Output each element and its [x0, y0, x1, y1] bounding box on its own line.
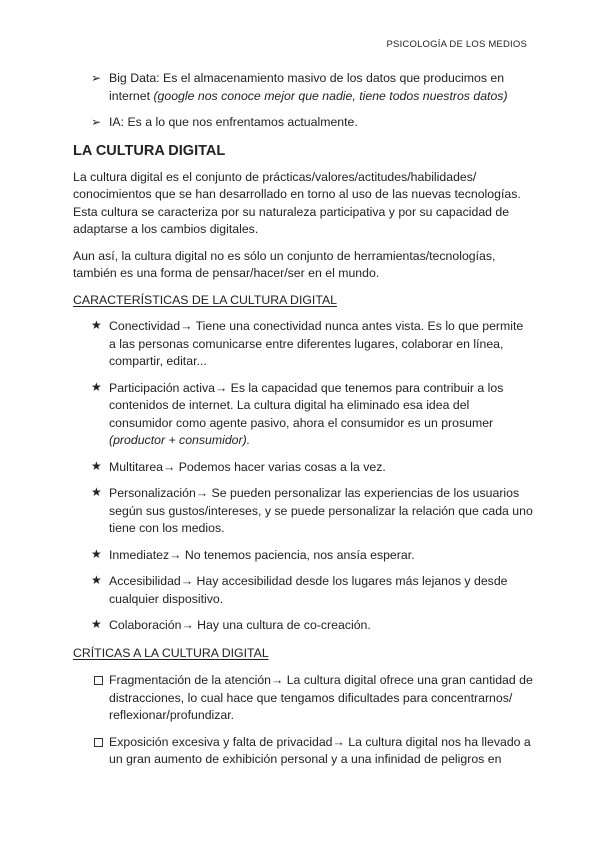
list-item-text: Exposición excesiva y falta de privacidad→ La cultura digital nos ha llevado a un gran aumento de exhibición personal y a una infinidad de peligros en — [109, 734, 531, 766]
list-item — [73, 617, 533, 635]
star-bullet-icon: ★ — [91, 458, 102, 473]
list-item-note: (google nos conoce mejor que nadie, tiene todos nuestros datos) — [153, 88, 508, 103]
list-item — [73, 485, 533, 538]
arrowhead-bullet-icon: ➢ — [91, 71, 102, 85]
subsection-heading-criticas: CRÍTICAS A LA CULTURA DIGITAL — [73, 645, 269, 660]
list-item-text: Personalización→ Se pueden personalizar las experiencias de los usuarios según sus gustos/intereses, y se puede personalizar la relación que cada uno tiene con los medios. — [109, 486, 533, 535]
list-item — [73, 734, 533, 769]
list-item-text: Inmediatez→ No tenemos paciencia, nos ansía esperar. — [109, 547, 415, 562]
list-item-text: Big Data: Es el almacenamiento masivo de los datos que producimos en internet — [109, 71, 505, 103]
list-item — [73, 573, 533, 608]
checkbox-bullet-icon — [94, 738, 103, 747]
checkbox-bullet-icon — [94, 676, 103, 685]
paragraph: La cultura digital es el conjunto de prácticas/valores/actitudes/habilidades/ conocimientos que se han desarrollado en torno al uso de las nuevas tecnologías. Esta cultura se caracteriza por su naturaleza participativa y por su capacidad de adaptarse a los cambios digitales. — [73, 169, 521, 236]
list-item-text: Accesibilidad→ Hay accesibilidad desde los lugares más lejanos y desde cualquier dispositivo. — [109, 574, 508, 606]
page-content — [73, 70, 533, 769]
list-item-big-data — [73, 70, 533, 105]
list-item-ia — [73, 114, 533, 132]
paragraph: Aun así, la cultura digital no es sólo un conjunto de herramientas/tecnologías, también es una forma de pensar/hacer/ser en el mundo. — [73, 248, 496, 280]
section-title: LA CULTURA DIGITAL — [73, 142, 226, 159]
star-bullet-icon: ★ — [91, 617, 102, 631]
list-item-text: IA: Es a lo que nos enfrentamos actualmente. — [109, 115, 358, 129]
star-bullet-icon: ★ — [91, 573, 102, 587]
running-header: PSICOLOGÍA DE LOS MEDIOS — [386, 39, 527, 50]
list-item — [73, 380, 533, 450]
subsection-heading-caracteristicas: CARACTERÍSTICAS DE LA CULTURA DIGITAL — [73, 292, 337, 307]
list-item-text: Participación activa→ Es la capacidad que tenemos para contribuir a los contenidos de internet. La cultura digital ha eliminado esa idea del consumidor como agente pasivo, ahora el consumidor es un prosumer — [109, 380, 504, 430]
list-item-note: (productor + consumidor). — [109, 433, 251, 447]
caracteristicas-list — [73, 318, 533, 635]
arrowhead-bullet-icon: ➢ — [91, 115, 102, 129]
list-item — [73, 672, 533, 725]
list-item-text: Multitarea→ Podemos hacer varias cosas a la vez. — [109, 459, 386, 474]
criticas-list — [73, 672, 533, 769]
list-item-text: Fragmentación de la atención→ La cultura digital ofrece una gran cantidad de distracciones, lo cual hace que tengamos dificultades para concentrarnos/ reflexionar/profundizar. — [109, 673, 533, 722]
star-bullet-icon: ★ — [91, 318, 102, 332]
star-bullet-icon: ★ — [91, 379, 102, 394]
list-item-text: Colaboración→ Hay una cultura de co-creación. — [109, 618, 371, 632]
star-bullet-icon: ★ — [91, 485, 102, 499]
list-item — [73, 318, 533, 371]
list-item — [73, 547, 533, 565]
list-item — [73, 459, 533, 477]
star-bullet-icon: ★ — [91, 546, 102, 561]
list-item-text: Conectividad→ Tiene una conectividad nunca antes vista. Es lo que permite a las personas comunicarse entre diferentes lugares, colaborar en línea, compartir, editar... — [109, 319, 524, 368]
